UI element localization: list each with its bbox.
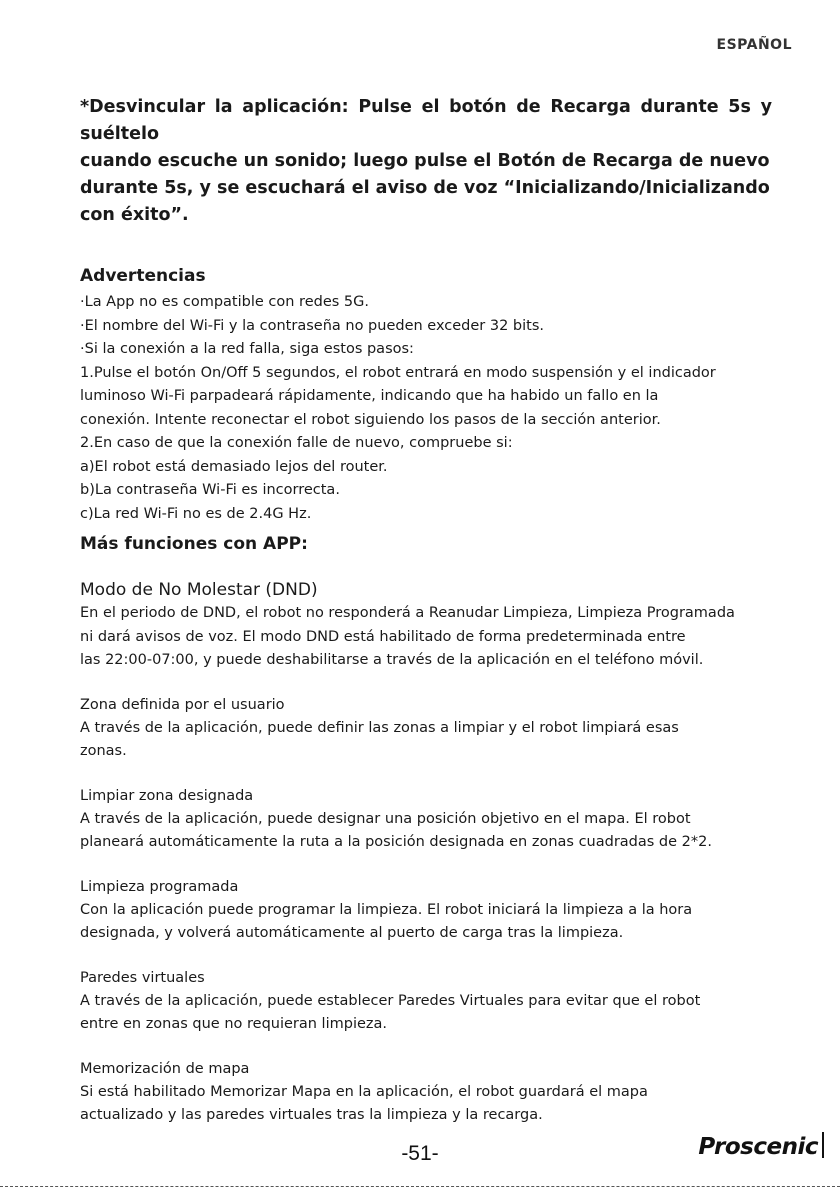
feature-title: Paredes virtuales <box>80 969 205 986</box>
more-functions-heading: Más funciones con APP: <box>80 534 308 554</box>
feature-title: Limpieza programada <box>80 878 239 895</box>
warnings-list <box>80 291 772 526</box>
warning-line: ·La App no es compatible con redes 5G. <box>80 294 369 310</box>
feature-title: Modo de No Molestar (DND) <box>80 580 318 600</box>
warning-line: ·El nombre del Wi-Fi y la contraseña no pueden exceder 32 bits. <box>80 317 545 334</box>
warning-line: luminoso Wi-Fi parpadeará rápidamente, indicando que ha habido un fallo en la <box>80 388 659 404</box>
feature-title: Limpiar zona designada <box>80 787 254 804</box>
feature-line: las 22:00-07:00, y puede deshabilitarse a través de la aplicación en el teléfono móvil. <box>80 652 704 668</box>
brand-divider <box>822 1132 824 1158</box>
intro-line: *Desvincular la aplicación: Pulse el botón de Recarga durante 5s y suéltelo <box>80 97 772 144</box>
page-number: -51- <box>401 1142 439 1165</box>
intro-line: con éxito”. <box>80 205 189 225</box>
feature-line: entre en zonas que no requieran limpieza. <box>80 1016 387 1032</box>
language-label: ESPAÑOL <box>716 37 792 53</box>
feature-title: Memorización de mapa <box>80 1060 250 1077</box>
feature-line: A través de la aplicación, puede designar una posición objetivo en el mapa. El robot <box>80 810 691 827</box>
feature-line: zonas. <box>80 743 127 759</box>
feature-dnd <box>80 578 772 673</box>
feature-line: En el periodo de DND, el robot no responderá a Reanudar Limpieza, Limpieza Programada <box>80 605 735 621</box>
brand-logo: Proscenic <box>698 1134 818 1160</box>
feature-designated-zone <box>80 785 772 855</box>
feature-line: Con la aplicación puede programar la limpieza. El robot iniciará la limpieza a la hora <box>80 901 693 918</box>
page-bottom-rule <box>0 1186 840 1187</box>
warning-line: c)La red Wi-Fi no es de 2.4G Hz. <box>80 505 312 522</box>
page-content <box>80 94 772 1128</box>
feature-line: Si está habilitado Memorizar Mapa en la aplicación, el robot guardará el mapa <box>80 1083 648 1100</box>
feature-scheduled-cleaning <box>80 876 772 946</box>
feature-line: A través de la aplicación, puede definir las zonas a limpiar y el robot limpiará esas <box>80 719 679 736</box>
warning-line: ·Si la conexión a la red falla, siga estos pasos: <box>80 341 414 357</box>
feature-line: designada, y volverá automáticamente al puerto de carga tras la limpieza. <box>80 925 624 941</box>
intro-line: durante 5s, y se escuchará el aviso de voz “Inicializando/Inicializando <box>80 178 770 198</box>
feature-line: A través de la aplicación, puede establecer Paredes Virtuales para evitar que el robot <box>80 992 701 1009</box>
intro-line: cuando escuche un sonido; luego pulse el Botón de Recarga de nuevo <box>80 151 770 171</box>
feature-line: actualizado y las paredes virtuales tras la limpieza y la recarga. <box>80 1107 543 1123</box>
feature-virtual-walls <box>80 967 772 1037</box>
feature-user-zone <box>80 694 772 764</box>
unbind-app-note <box>80 94 772 229</box>
feature-line: planeará automáticamente la ruta a la posición designada en zonas cuadradas de 2*2. <box>80 834 712 850</box>
warning-line: a)El robot está demasiado lejos del router. <box>80 458 388 475</box>
feature-title: Zona definida por el usuario <box>80 696 285 713</box>
feature-line: ni dará avisos de voz. El modo DND está habilitado de forma predeterminada entre <box>80 628 686 645</box>
warning-line: b)La contraseña Wi-Fi es incorrecta. <box>80 482 340 498</box>
feature-map-memory <box>80 1058 772 1128</box>
warnings-heading: Advertencias <box>80 266 206 286</box>
features-list <box>80 578 772 1128</box>
warning-line: 1.Pulse el botón On/Off 5 segundos, el robot entrará en modo suspensión y el indicador <box>80 364 716 381</box>
warning-line: 2.En caso de que la conexión falle de nuevo, compruebe si: <box>80 435 513 451</box>
warning-line: conexión. Intente reconectar el robot siguiendo los pasos de la sección anterior. <box>80 411 661 428</box>
